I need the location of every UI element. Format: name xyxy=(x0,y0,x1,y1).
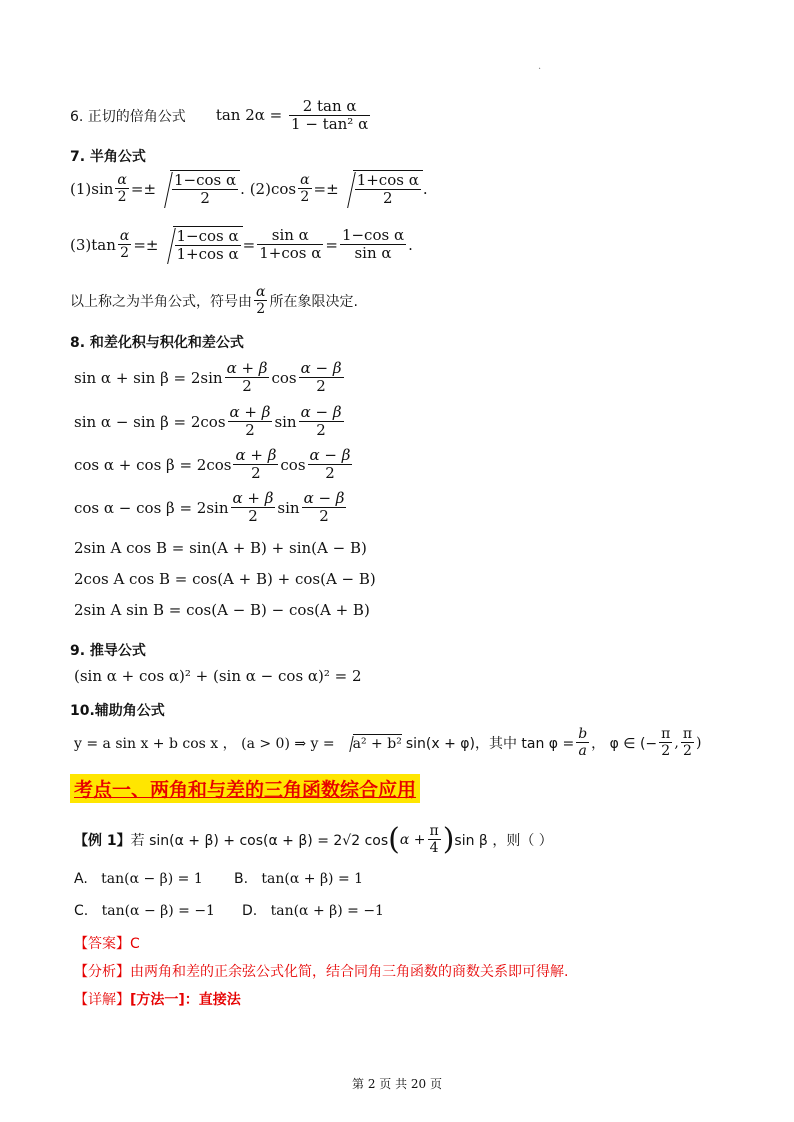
product-to-sum-1: 2sin A cos B = sin(A + B) + sin(A − B) xyxy=(74,539,367,557)
option-d[interactable] xyxy=(242,903,384,919)
frac-den-4: 1+cos α xyxy=(259,244,322,263)
frac-num-5: 1−cos α xyxy=(341,226,405,244)
option-b-text: tan(α + β) = 1 xyxy=(261,871,364,887)
example-qa: 若 sin(α + β) + cos(α + β) = 2√2 cos xyxy=(130,832,389,849)
analysis-text: 由两角和差的正余弦公式化简，结合同角三角函数的商数关系即可得解. xyxy=(130,964,569,980)
f3-apb: α + β xyxy=(235,446,277,464)
f1-amb: α − β xyxy=(300,359,342,377)
section-8-label: 8. 和差化积与积化和差公式 xyxy=(70,335,244,351)
section-6-label: 6. 正切的倍角公式 xyxy=(70,108,186,125)
period-1: . xyxy=(422,179,428,198)
f3b: cos xyxy=(280,455,306,474)
eq-1: = xyxy=(242,235,256,254)
example-qc: sin β ，则（ ） xyxy=(454,832,553,849)
aux-a: a xyxy=(578,743,587,760)
analysis-line xyxy=(74,961,568,981)
aux-two-2: 2 xyxy=(682,743,692,760)
section-9-label: 9. 推导公式 xyxy=(70,643,146,659)
option-d-text: tan(α + β) = −1 xyxy=(270,903,384,919)
tan-double-lhs: tan 2α = xyxy=(215,105,283,124)
note-a: 以上称之为半角公式，符号由 xyxy=(70,293,252,310)
f1-apb: α + β xyxy=(226,359,268,377)
option-a-text: tan(α − β) = 1 xyxy=(101,871,203,887)
rad-num-3: 1−cos α xyxy=(176,227,239,245)
aux-b: b xyxy=(578,726,588,742)
aux-close: ) xyxy=(696,734,702,751)
section-10-label: 10.辅助角公式 xyxy=(70,703,165,719)
aux-comma: , xyxy=(674,734,679,751)
f3-two-a: 2 xyxy=(251,464,261,483)
frac-num-4: sin α xyxy=(257,227,323,245)
period-2: . xyxy=(408,235,413,254)
f2-two-a: 2 xyxy=(245,421,255,440)
example-four: 4 xyxy=(429,840,439,856)
half-den-3: 2 xyxy=(120,245,130,262)
detail-tag: 【详解】 xyxy=(74,992,130,1008)
f2-apb: α + β xyxy=(229,403,271,421)
pm-1: =± xyxy=(130,179,157,198)
detail-line xyxy=(74,989,241,1009)
rad-den-3: 1+cos α xyxy=(176,245,239,264)
option-a-letter: A. xyxy=(74,871,88,887)
big-paren-close: ) xyxy=(442,822,455,857)
option-b[interactable] xyxy=(234,871,363,887)
f4-apb: α + β xyxy=(232,489,274,507)
option-d-letter: D. xyxy=(242,903,258,919)
rad-den-2: 2 xyxy=(382,189,393,208)
page-footer: 第 2 页 共 20 页 xyxy=(352,1077,442,1091)
f2-amb: α − β xyxy=(300,403,342,421)
answer-tag: 【答案】 xyxy=(74,936,130,952)
frac-den-5: sin α xyxy=(354,244,392,263)
half-num-3: α xyxy=(119,228,130,245)
option-b-letter: B. xyxy=(234,871,249,887)
f4-two-a: 2 xyxy=(248,507,258,526)
option-c-letter: C. xyxy=(74,903,89,919)
detail-text: [方法一]：直接法 xyxy=(130,992,241,1008)
tan-double-formula xyxy=(216,98,372,134)
example-pi: π xyxy=(429,822,439,839)
aux-pi-1: π xyxy=(661,726,671,742)
half-num-4: α xyxy=(256,284,266,300)
section-7-label: 7. 半角公式 xyxy=(70,149,146,165)
answer-value: C xyxy=(130,936,140,952)
tan-double-den: 1 − tan² α xyxy=(291,115,369,134)
half-den-4: 2 xyxy=(256,301,266,318)
answer-line xyxy=(74,933,140,953)
f2-two-b: 2 xyxy=(316,421,326,440)
tan-label: (3)tan xyxy=(70,235,116,254)
f2b: sin xyxy=(274,412,297,431)
sum-to-product-3 xyxy=(74,447,354,483)
f3-amb: α − β xyxy=(309,446,351,464)
eq-2: = xyxy=(325,235,338,254)
example-1-question xyxy=(74,822,553,857)
auxiliary-angle-formula xyxy=(74,726,701,759)
f2a: sin α − sin β = 2cos xyxy=(74,412,226,431)
sum-to-product-4 xyxy=(74,490,348,526)
topic-banner: 考点一、两角和与差的三角函数综合应用 xyxy=(70,774,420,803)
product-to-sum-2: 2cos A cos B = cos(A + B) + cos(A − B) xyxy=(74,570,376,588)
half-angle-line-2 xyxy=(70,226,413,264)
f3a: cos α + cos β = 2cos xyxy=(74,455,232,474)
half-den: 2 xyxy=(117,189,127,206)
sum-to-product-1 xyxy=(74,360,346,396)
half-num-2: α xyxy=(300,172,310,189)
example-qb: α + xyxy=(399,831,426,848)
f1a: sin α + sin β = 2sin xyxy=(74,368,223,387)
option-a[interactable] xyxy=(74,871,203,887)
aux-fb: sin(x + φ)，其中 tan φ = xyxy=(405,735,575,752)
f1-two-a: 2 xyxy=(242,377,252,396)
product-to-sum-3: 2sin A sin B = cos(A − B) − cos(A + B) xyxy=(74,601,370,619)
big-paren-open: ( xyxy=(388,822,400,857)
aux-pi-2: π xyxy=(682,726,693,742)
note-b: 所在象限决定. xyxy=(269,293,358,310)
half-angle-note xyxy=(70,284,358,317)
example-tag: 【例 1】 xyxy=(74,832,131,849)
f1b: cos xyxy=(271,368,297,387)
half-num: α xyxy=(117,172,127,189)
f3-two-b: 2 xyxy=(325,464,335,483)
aux-fc: ， φ ∈ (− xyxy=(591,735,658,752)
derived-formula: (sin α + cos α)² + (sin α − cos α)² = 2 xyxy=(74,667,362,685)
sin-label: (1)sin xyxy=(70,179,114,198)
f1-two-b: 2 xyxy=(316,377,326,396)
aux-two-1: 2 xyxy=(661,743,671,760)
section-6 xyxy=(70,98,372,134)
f4-amb: α − β xyxy=(303,489,345,507)
half-angle-line-1 xyxy=(70,170,428,208)
tan-double-num: 2 tan α xyxy=(289,98,370,116)
sum-to-product-2 xyxy=(74,404,346,440)
f4-two-b: 2 xyxy=(319,507,329,526)
analysis-tag: 【分析】 xyxy=(74,964,130,980)
rad-den-1: 2 xyxy=(200,189,210,208)
aux-fa: y = a sin x + b cos x ， (a > 0) ⇒ y = xyxy=(74,735,335,752)
pm-2: =± xyxy=(313,179,339,198)
f4b: sin xyxy=(277,498,300,517)
aux-root: a² + b² xyxy=(352,735,402,752)
f4a: cos α − cos β = 2sin xyxy=(74,498,229,517)
cos-label: . (2)cos xyxy=(240,179,297,198)
option-c[interactable] xyxy=(74,903,215,919)
rad-num-1: 1−cos α xyxy=(174,171,237,189)
half-den-2: 2 xyxy=(300,189,310,206)
pm-3: =± xyxy=(133,235,159,254)
option-c-text: tan(α − β) = −1 xyxy=(101,903,215,919)
corner-mark: · xyxy=(538,64,542,75)
rad-num-2: 1+cos α xyxy=(356,171,419,189)
